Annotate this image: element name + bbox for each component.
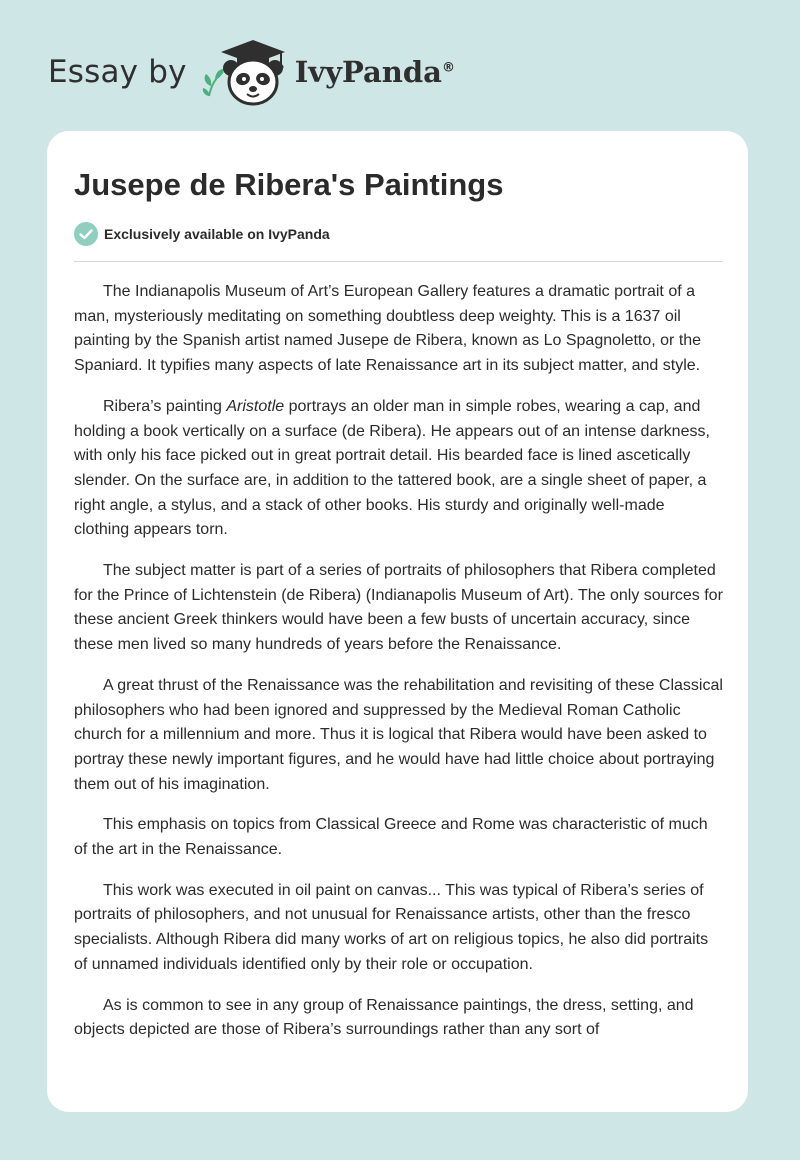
paragraph-7: As is common to see in any group of Renaissance paintings, the dress, setting, and objects depicted are those of Ribera’s surroundings rather than any sort of xyxy=(74,996,694,1039)
page-title: Jusepe de Ribera's Paintings xyxy=(74,167,504,202)
essay-card xyxy=(47,131,748,1112)
paragraph-3: The subject matter is part of a series of portraits of philosophers that Ribera completed for the Prince of Lichtenstein (de Ribera) (Indianapolis Museum of Art). The only sources for these ancient Greek thinkers would have been a few busts of uncertain accuracy, since these men lived so many hundreds of years before the Renaissance. xyxy=(74,562,723,654)
artwork-title: Aristotle xyxy=(226,397,285,415)
paragraph-6: This work was executed in oil paint on canvas... This was typical of Ribera’s series of portraits of philosophers, and not unusual for Renaissance artists, other than the fresco specialists. Although Ribera did many works of art on religious topics, he also did portraits of unnamed individuals identified only by their role or occupation. xyxy=(74,881,709,973)
paragraph-5: This emphasis on topics from Classical Greece and Rome was characteristic of much of the art in the Renaissance. xyxy=(74,816,708,859)
paragraph-2: Ribera’s painting Aristotle portrays an older man in simple robes, wearing a cap, and holding a book vertically on a surface (de Ribera). He appears out of an intense darkness, with only his face picked out in great portrait detail. His bearded face is lined ascetically slender. On the surface are, in addition to the tattered book, are a single sheet of paper, a right angle, a stylus, and a stack of other books. His sturdy and originally well-made clothing appears torn. xyxy=(74,397,710,539)
site-brand[interactable] xyxy=(48,36,455,108)
exclusive-badge xyxy=(74,222,330,246)
divider xyxy=(74,261,723,262)
essay-body xyxy=(74,280,724,1059)
check-circle-icon xyxy=(74,222,98,246)
panda-graduation-cap-icon xyxy=(201,36,293,108)
paragraph-1: The Indianapolis Museum of Art’s European Gallery features a dramatic portrait of a man, mysteriously meditating on something doubtless deep weighty. This is a 1637 oil painting by the Spanish artist named Jusepe de Ribera, known as Lo Spagnoletto, or the Spaniard. It typifies many aspects of late Renaissance art in its subject matter, and style. xyxy=(74,283,702,375)
brand-name: IvyPanda® xyxy=(294,55,455,89)
brand-prefix: Essay by xyxy=(48,54,187,90)
paragraph-4: A great thrust of the Renaissance was the rehabilitation and revisiting of these Classical philosophers who had been ignored and suppressed by the Medieval Roman Catholic church for a millennium and more. Thus it is logical that Ribera would have been asked to portray these newly important figures, and he would have had little choice about portraying them out of his imagination. xyxy=(74,676,723,793)
badge-text: Exclusively available on IvyPanda xyxy=(104,226,330,242)
